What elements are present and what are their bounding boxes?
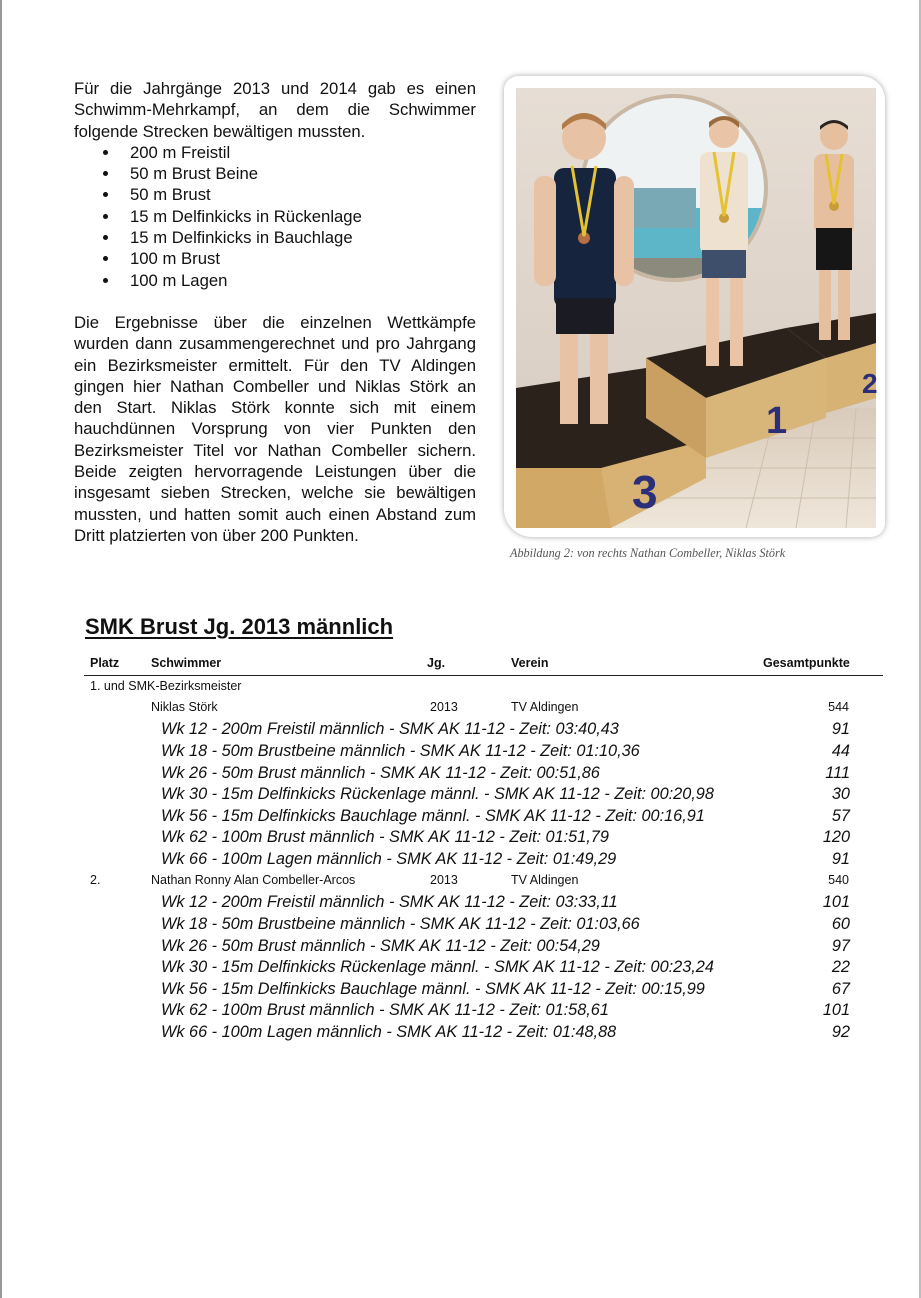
intro-paragraph-2: Die Ergebnisse über die einzelnen Wettkämpfe wurden dann zusammengerechnet und pro Jahrgang ein Bezirksmeister ermittelt. Für den TV Aldingen gingen hier Nathan Combeller und Niklas Störk an den Start. Niklas Störk konnte sich mit einem hauchdünnen Vorsprung von vier Punkten den Bezirksmeister Titel vor Nathan Combeller sichern. Beide zeigten hervorragende Leistungen über die insgesamt sieben Strecken, welche sie bewältigen mussten, und hatten somit auch einen Abstand zum Dritt platzierten von über 200 Punkten.	[74, 312, 476, 545]
header-platz: Platz	[90, 656, 120, 670]
page-edge-left	[0, 0, 2, 1298]
intro-paragraph-1: Für die Jahrgänge 2013 und 2014 gab es einen Schwimm-Mehrkampf, an dem die Schwimmer folgende Strecken bewältigen mussten.	[74, 79, 476, 141]
header-rule	[84, 675, 883, 676]
discipline-item: 15 m Delfinkicks in Bauchlage	[74, 227, 476, 248]
event-points: 120	[822, 828, 850, 846]
event-row: Wk 30 - 15m Delfinkicks Rückenlage männl. - SMK AK 11-12 - Zeit: 00:23,24	[161, 958, 714, 976]
event-points: 101	[822, 893, 850, 911]
event-row: Wk 62 - 100m Brust männlich - SMK AK 11-12 - Zeit: 01:58,61	[161, 1001, 609, 1019]
event-points: 97	[831, 937, 850, 955]
event-row: Wk 12 - 200m Freistil männlich - SMK AK 11-12 - Zeit: 03:40,43	[161, 720, 619, 738]
podium-label: 3	[632, 466, 658, 518]
podium-label: 2	[862, 368, 878, 399]
event-row: Wk 26 - 50m Brust männlich - SMK AK 11-12 - Zeit: 00:51,86	[161, 764, 600, 782]
discipline-list	[74, 142, 476, 291]
event-row: Wk 18 - 50m Brustbeine männlich - SMK AK 11-12 - Zeit: 01:10,36	[161, 742, 640, 760]
event-points: 91	[831, 850, 850, 868]
event-row: Wk 12 - 200m Freistil männlich - SMK AK 11-12 - Zeit: 03:33,11	[161, 893, 618, 911]
intro-text	[74, 78, 476, 546]
discipline-item: 200 m Freistil	[74, 142, 476, 163]
entry-total: 544	[828, 700, 849, 714]
entry-place: 1. und SMK-Bezirksmeister	[90, 679, 242, 693]
event-points: 101	[822, 1001, 850, 1019]
results-title: SMK Brust Jg. 2013 männlich	[85, 614, 394, 639]
discipline-item: 50 m Brust	[74, 184, 476, 205]
event-row: Wk 66 - 100m Lagen männlich - SMK AK 11-12 - Zeit: 01:48,88	[161, 1023, 617, 1041]
event-points: 111	[825, 764, 850, 782]
event-points: 30	[831, 785, 850, 803]
event-row: Wk 26 - 50m Brust männlich - SMK AK 11-12 - Zeit: 00:54,29	[161, 937, 600, 955]
discipline-item: 50 m Brust Beine	[74, 163, 476, 184]
entry-verein: TV Aldingen	[511, 700, 579, 714]
event-row: Wk 56 - 15m Delfinkicks Bauchlage männl. - SMK AK 11-12 - Zeit: 00:16,91	[161, 807, 705, 825]
header-schwimmer: Schwimmer	[151, 656, 222, 670]
podium-photo-image	[516, 88, 876, 528]
event-points: 57	[831, 807, 850, 825]
entry-name: Niklas Störk	[151, 700, 218, 714]
entry-verein: TV Aldingen	[511, 873, 579, 887]
event-row: Wk 62 - 100m Brust männlich - SMK AK 11-12 - Zeit: 01:51,79	[161, 828, 609, 846]
entry-total: 540	[828, 873, 849, 887]
podium-label: 1	[766, 400, 788, 442]
event-row: Wk 66 - 100m Lagen männlich - SMK AK 11-12 - Zeit: 01:49,29	[161, 850, 617, 868]
photo-caption: Abbildung 2: von rechts Nathan Combeller, Niklas Störk	[510, 546, 786, 560]
event-points: 44	[831, 742, 850, 760]
header-gesamtpunkte: Gesamtpunkte	[763, 656, 850, 670]
event-points: 60	[831, 915, 850, 933]
discipline-item: 100 m Lagen	[74, 270, 476, 291]
entry-jg: 2013	[430, 700, 458, 714]
event-row: Wk 56 - 15m Delfinkicks Bauchlage männl. - SMK AK 11-12 - Zeit: 00:15,99	[161, 980, 705, 998]
discipline-item: 15 m Delfinkicks in Rückenlage	[74, 206, 476, 227]
podium-photo	[504, 76, 885, 537]
event-points: 91	[831, 720, 850, 738]
entry-place: 2.	[90, 873, 101, 887]
event-points: 22	[831, 958, 850, 976]
event-points: 92	[831, 1023, 850, 1041]
event-points: 67	[831, 980, 850, 998]
event-row: Wk 30 - 15m Delfinkicks Rückenlage männl. - SMK AK 11-12 - Zeit: 00:20,98	[161, 785, 714, 803]
header-verein: Verein	[511, 656, 549, 670]
header-jg: Jg.	[427, 656, 446, 670]
entry-name: Nathan Ronny Alan Combeller-Arcos	[151, 873, 356, 887]
discipline-item: 100 m Brust	[74, 248, 476, 269]
event-row: Wk 18 - 50m Brustbeine männlich - SMK AK 11-12 - Zeit: 01:03,66	[161, 915, 640, 933]
entry-jg: 2013	[430, 873, 458, 887]
